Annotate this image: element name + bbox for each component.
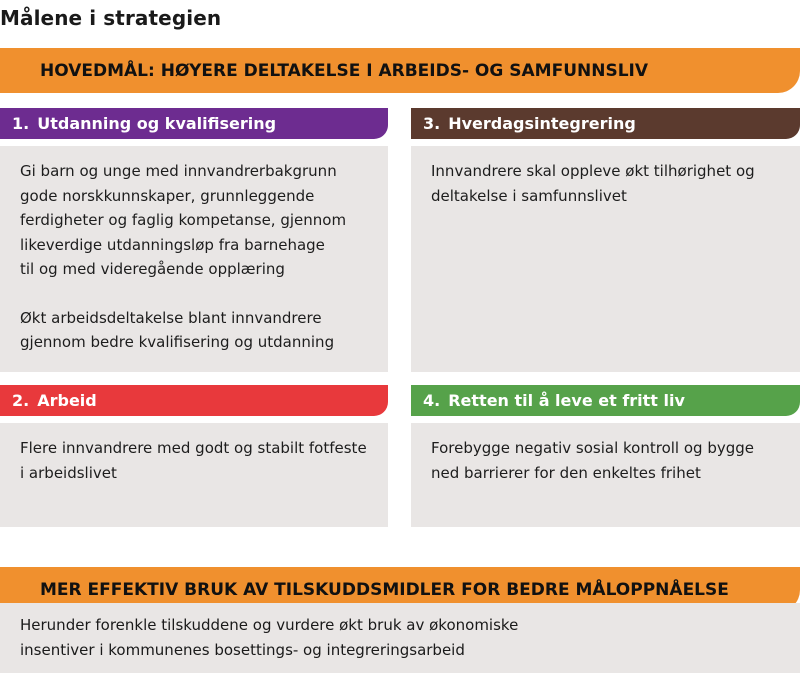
- card-number: 2.: [12, 391, 30, 410]
- card-body-utdanning: [0, 146, 388, 372]
- card-title: Hverdagsintegrering: [448, 114, 636, 133]
- card-text: Flere innvandrere med godt og stabilt fotfeste i arbeidslivet: [20, 439, 367, 482]
- card-body-fritt-liv: [411, 423, 800, 527]
- card-text: Økt arbeidsdeltakelse blant innvandrere gjennom bedre kvalifisering og utdanning: [20, 308, 335, 351]
- card-number: 1.: [12, 114, 30, 133]
- card-text: Innvandrere skal oppleve økt tilhørighet og deltakelse i samfunnslivet: [431, 162, 755, 205]
- main-goal-banner: HOVEDMÅL: HØYERE DELTAKELSE I ARBEIDS- OG SAMFUNNSLIV: [0, 48, 800, 93]
- card-heading-hverdagsintegrering: [411, 108, 800, 139]
- tilskudd-text: Herunder forenkle tilskuddene og vurdere økt bruk av økonomiske insentiver i kommunenes bosettings- og integreringsarbeid: [0, 603, 800, 673]
- card-text: Gi barn og unge med innvandrerbakgrunn gode norskkunnskaper, grunnleggende ferdigheter og faglig kompetanse, gjennom likeverdige utdanningsløp fra barnehage til og med videregående opplæring: [20, 162, 347, 278]
- card-title: Arbeid: [37, 391, 97, 410]
- card-text: Forebygge negativ sosial kontroll og bygge ned barrierer for den enkeltes frihet: [431, 439, 754, 482]
- card-number: 3.: [423, 114, 441, 133]
- card-title: Retten til å leve et fritt liv: [448, 391, 685, 410]
- tilskudd-banner: MER EFFEKTIV BRUK AV TILSKUDDSMIDLER FOR BEDRE MÅLOPPNÅELSE: [0, 567, 800, 612]
- card-heading-fritt-liv: [411, 385, 800, 416]
- card-heading-utdanning: [0, 108, 388, 139]
- card-body-arbeid: [0, 423, 388, 527]
- card-number: 4.: [423, 391, 441, 410]
- card-body-hverdagsintegrering: [411, 146, 800, 372]
- card-title: Utdanning og kvalifisering: [37, 114, 277, 133]
- card-heading-arbeid: [0, 385, 388, 416]
- page-title: Målene i strategien: [0, 6, 222, 30]
